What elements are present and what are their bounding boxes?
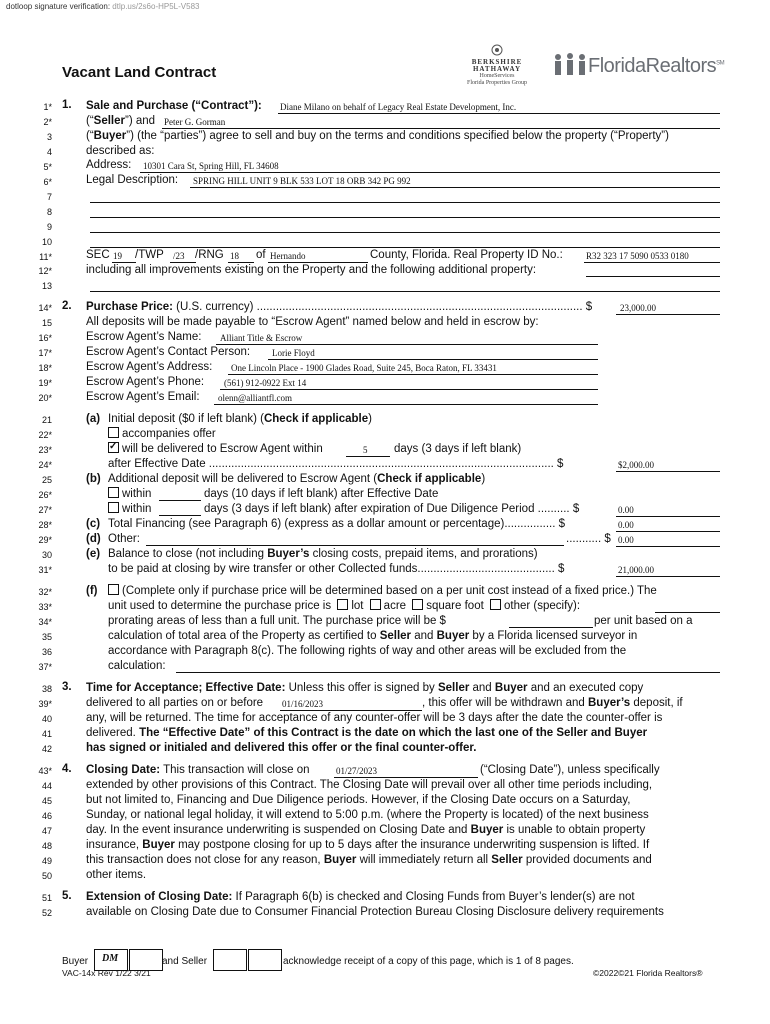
form-number: VAC-14x Rev 1/22 3/21	[62, 968, 151, 978]
after-effective-date: after Effective Date ............................................................................................................ $	[108, 458, 564, 470]
line-number: 26*	[38, 490, 52, 500]
line-number: 6*	[43, 177, 52, 187]
line-number: 27*	[38, 505, 52, 515]
twp-field[interactable]: /23	[173, 251, 185, 261]
item-label: (b)	[86, 473, 101, 485]
other-label: Other:	[108, 533, 140, 545]
line-number: 37*	[38, 662, 52, 672]
initial-deposit-line: Initial deposit ($0 if left blank) (Check if applicable)	[108, 413, 372, 425]
line-number: 34*	[38, 617, 52, 627]
item-label: (e)	[86, 548, 101, 560]
other-amount-field[interactable]: 0.00	[618, 535, 634, 545]
lot-checkbox[interactable]	[337, 599, 348, 610]
accompanies-offer-checkbox[interactable]	[108, 427, 119, 438]
escrow-phone-field[interactable]: (561) 912-0922 Ext 14	[224, 378, 307, 388]
escrow-name-field[interactable]: Alliant Title & Escrow	[220, 333, 303, 343]
purchase-price-line: Purchase Price: (U.S. currency) ...................................................................................................... $	[86, 301, 593, 313]
line-number: 7	[46, 192, 52, 202]
line-number: 39*	[38, 699, 52, 709]
line-number: 31*	[38, 565, 52, 575]
blank-line[interactable]	[655, 612, 720, 613]
accordance-line: accordance with Paragraph 8(c). The following rights of way and other areas will be excluded from the	[108, 645, 627, 657]
line-number: 46	[41, 811, 52, 821]
field-underline	[190, 187, 720, 188]
field-underline	[616, 471, 720, 472]
line-number: 42	[41, 744, 52, 754]
blank-line[interactable]	[159, 500, 201, 501]
field-underline	[268, 359, 598, 360]
additional-deposit-field[interactable]: 0.00	[618, 505, 634, 515]
section-number: 5.	[62, 890, 72, 902]
of-label: of	[256, 249, 266, 261]
effective-date-text: delivered. The “Effective Date” of this Contract is the date on which the last one of the Seller and Buyer	[86, 727, 648, 739]
parcel-id-field[interactable]: R32 323 17 5090 0533 0180	[586, 251, 689, 261]
blank-line[interactable]	[90, 232, 720, 233]
closing-date-line: Closing Date: This transaction will close on	[86, 764, 310, 776]
field-underline	[616, 576, 720, 577]
closing-text: but not limited to, Financing and Due Diligence periods. However, if the Closing Date occurs on a Saturday,	[86, 794, 631, 806]
line-number: 25	[41, 475, 52, 485]
field-underline	[616, 546, 720, 547]
closing-text: other items.	[86, 869, 147, 881]
days-text: days (3 days if left blank)	[394, 443, 522, 455]
line-number: 41	[41, 729, 52, 739]
field-underline	[584, 262, 720, 263]
line-number: 10	[41, 237, 52, 247]
line-number: 11*	[39, 252, 52, 262]
address-field[interactable]: 10301 Cara St, Spring Hill, FL 34608	[143, 161, 279, 171]
additional-property-text: including all improvements existing on the Property and the following additional property:	[86, 264, 537, 276]
escrow-name-label: Escrow Agent’s Name:	[86, 331, 202, 343]
item-label: (a)	[86, 413, 101, 425]
field-underline	[220, 389, 598, 390]
footer-seller-label: and Seller	[162, 956, 208, 967]
acceptance-line: Time for Acceptance; Effective Date: Unless this offer is signed by Seller and Buyer and an executed copy	[86, 682, 644, 694]
escrow-contact-field[interactable]: Lorie Floyd	[272, 348, 315, 358]
legal-description-label: Legal Description:	[86, 174, 179, 186]
parties-line: (“Buyer”) (the “parties”) agree to sell and buy on the terms and conditions specified below the property (“Property”)	[86, 130, 669, 142]
line-number: 19*	[38, 378, 52, 388]
line-number: 24*	[38, 460, 52, 470]
florida-realtors-logo: FloridaRealtors℠	[552, 52, 724, 78]
acceptance-date-field[interactable]: 01/16/2023	[282, 699, 324, 709]
prorating-line: prorating areas of less than a full unit. The purchase price will be $	[108, 615, 446, 627]
seller-initials-box-2[interactable]	[248, 949, 282, 971]
legal-description-field[interactable]: SPRING HILL UNIT 9 BLK 533 LOT 18 ORB 342 PG 992	[193, 176, 411, 186]
line-number: 9	[46, 222, 52, 232]
blank-line[interactable]	[146, 545, 564, 546]
per-unit-line[interactable]: (Complete only if purchase price will be determined based on a per unit cost instead of a fixed price.) The	[108, 584, 657, 598]
line-number: 51	[41, 893, 52, 903]
dotloop-verification: dotloop signature verification: dtlp.us/2s6o-HP5L-V583	[6, 2, 200, 11]
withdrawn-text: , this offer will be withdrawn and Buyer’s deposit, if	[422, 697, 683, 709]
line-number: 14*	[38, 303, 52, 313]
line-number: 32*	[38, 587, 52, 597]
buyer-name-field[interactable]: Peter G. Gorman	[164, 117, 226, 127]
escrow-address-field[interactable]: One Lincoln Place - 1900 Glades Road, Suite 245, Boca Raton, FL 33431	[231, 363, 497, 373]
additional-within-option[interactable]: within	[108, 487, 151, 501]
deliver-within-checkbox[interactable]	[108, 442, 119, 453]
per-unit-checkbox[interactable]	[108, 584, 119, 595]
line-number: 29*	[38, 535, 52, 545]
deposit-days-field[interactable]: 5	[363, 445, 368, 455]
deposits-text: All deposits will be made payable to “Escrow Agent” named below and held in escrow by:	[86, 316, 539, 328]
line-number: 4	[46, 147, 52, 157]
rng-label: /RNG	[195, 249, 224, 261]
line-number: 20*	[38, 393, 52, 403]
section-number: 4.	[62, 763, 72, 775]
line-number: 5*	[43, 162, 52, 172]
line-number: 48	[41, 841, 52, 851]
rng-field[interactable]: 18	[230, 251, 239, 261]
line-number: 52	[41, 908, 52, 918]
line-number: 17*	[38, 348, 52, 358]
accompanies-offer-option[interactable]: accompanies offer	[108, 427, 216, 441]
additional-within-dd-option[interactable]: within	[108, 502, 151, 516]
effective-date-text-2: has signed or initialed and delivered this offer or the final counter-offer.	[86, 742, 477, 754]
unit-line: unit used to determine the purchase price is lot acre square foot other (specify):	[108, 600, 581, 612]
field-underline	[228, 374, 598, 375]
other-unit-checkbox[interactable]	[490, 599, 501, 610]
blank-line[interactable]	[90, 217, 720, 218]
days-text: days (3 days if left blank) after expiration of Due Diligence Period .......... $	[204, 503, 580, 515]
escrow-phone-label: Escrow Agent’s Phone:	[86, 376, 205, 388]
square-foot-checkbox[interactable]	[412, 599, 423, 610]
escrow-contact-label: Escrow Agent’s Contact Person:	[86, 346, 251, 358]
line-number: 22*	[38, 430, 52, 440]
line-number: 18*	[38, 363, 52, 373]
line-number: 8	[46, 207, 52, 217]
seller-initials-box-1[interactable]	[213, 949, 247, 971]
line-number: 21	[41, 415, 52, 425]
line-number: 1*	[43, 102, 52, 112]
purchase-price-field[interactable]: 23,000.00	[620, 303, 656, 313]
berkshire-hathaway-logo: BERKSHIRE HATHAWAY HomeServices Florida Properties Group	[455, 44, 539, 87]
initial-deposit-field[interactable]: $2,000.00	[618, 460, 654, 470]
section-heading: Sale and Purchase (“Contract”):	[86, 100, 262, 112]
line-number: 40	[41, 714, 52, 724]
within-effective-checkbox[interactable]	[108, 487, 119, 498]
sec-field[interactable]: 19	[113, 251, 122, 261]
closing-text: extended by other provisions of this Contract. The Closing Date will prevail over all other time periods including,	[86, 779, 653, 791]
line-number: 45	[41, 796, 52, 806]
line-number: 33*	[38, 602, 52, 612]
closing-date-field[interactable]: 01/27/2023	[336, 766, 378, 776]
escrow-email-field[interactable]: olenn@alliantfl.com	[218, 393, 293, 403]
buyer-initials: DM	[102, 953, 119, 964]
line-number: 23*	[38, 445, 52, 455]
balance-field[interactable]: 21,000.00	[618, 565, 654, 575]
footer-ack: acknowledge receipt of a copy of this page, which is 1 of 8 pages.	[283, 956, 574, 967]
total-financing-line: Total Financing (see Paragraph 6) (express as a dollar amount or percentage)................ $	[108, 518, 566, 530]
balance-line-2: to be paid at closing by wire transfer or other Collected funds........................................... $	[108, 563, 565, 575]
blank-line[interactable]	[90, 291, 720, 292]
extension-line: Extension of Closing Date: If Paragraph 6(b) is checked and Closing Funds from Buyer’s lender(s) are not	[86, 891, 635, 903]
other-dots: ........... $	[566, 533, 611, 545]
blank-line[interactable]	[586, 276, 720, 277]
escrow-email-label: Escrow Agent’s Email:	[86, 391, 200, 403]
line-number: 2*	[43, 117, 52, 127]
twp-label: /TWP	[135, 249, 164, 261]
verification-link[interactable]: dtlp.us/2s6o-HP5L-V583	[112, 2, 200, 11]
section-number: 2.	[62, 300, 72, 312]
footer-buyer-label: Buyer	[62, 956, 89, 967]
county-field[interactable]: Hernando	[270, 251, 306, 261]
line-number: 44	[41, 781, 52, 791]
field-underline	[616, 531, 720, 532]
line-number: 43*	[38, 766, 52, 776]
field-underline	[140, 172, 720, 173]
described-as: described as:	[86, 145, 155, 157]
field-underline	[278, 113, 720, 114]
additional-deposit-line: Additional deposit will be delivered to Escrow Agent (Check if applicable)	[108, 473, 486, 485]
deliver-within-option[interactable]: ✓will be delivered to Escrow Agent within	[108, 442, 323, 456]
line-number: 15	[41, 318, 52, 328]
counter-offer-text: any, will be returned. The time for acceptance of any counter-offer will be 3 days after the date the counter-offer is	[86, 712, 663, 724]
calculation-line: calculation of total area of the Property as certified to Seller and Buyer by a Florida licensed surveyor in	[108, 630, 638, 642]
acre-checkbox[interactable]	[370, 599, 381, 610]
closing-date-text: (“Closing Date”), unless specifically	[480, 764, 660, 776]
item-label: (c)	[86, 518, 101, 530]
financing-field[interactable]: 0.00	[618, 520, 634, 530]
seller-name-field[interactable]: Diane Milano on behalf of Legacy Real Estate Development, Inc.	[280, 102, 517, 112]
closing-text: day. In the event insurance underwriting is suspended on Closing Date and Buyer is unable to obtain property	[86, 824, 646, 836]
balance-line: Balance to close (not including Buyer’s closing costs, prepaid items, and prorations)	[108, 548, 538, 560]
days-text: days (10 days if left blank) after Effective Date	[204, 488, 439, 500]
line-number: 28*	[38, 520, 52, 530]
sec-label: SEC	[86, 249, 110, 261]
page-title: Vacant Land Contract	[62, 64, 217, 81]
escrow-address-label: Escrow Agent’s Address:	[86, 361, 213, 373]
line-number: 49	[41, 856, 52, 866]
realtors-people-icon	[552, 52, 588, 76]
line-number: 30	[41, 550, 52, 560]
within-dd-checkbox[interactable]	[108, 502, 119, 513]
bh-seal-icon	[490, 44, 504, 56]
field-underline	[214, 404, 598, 405]
closing-text: Sunday, or national legal holiday, it will extend to 5:00 p.m. (where the Property is located) of the next business	[86, 809, 649, 821]
blank-line[interactable]	[159, 515, 201, 516]
calculation-label: calculation:	[108, 660, 166, 672]
field-underline	[216, 344, 598, 345]
closing-text: this transaction does not close for any reason, Buyer will immediately return all Seller provided documents and	[86, 854, 652, 866]
copyright: ©2022©21 Florida Realtors®	[593, 968, 703, 978]
line-number: 12*	[38, 266, 52, 276]
line-number: 36	[41, 647, 52, 657]
line-number: 16*	[38, 333, 52, 343]
section-number: 3.	[62, 681, 72, 693]
seller-line: (“Seller”) and	[86, 115, 156, 127]
line-number: 13	[41, 281, 52, 291]
closing-text: insurance, Buyer may postpone closing for up to 5 days after the insurance underwriting suspension is lifted. If	[86, 839, 650, 851]
line-number: 38	[41, 684, 52, 694]
line-number: 50	[41, 871, 52, 881]
item-label: (f)	[86, 585, 98, 597]
field-underline	[616, 314, 720, 315]
address-label: Address:	[86, 159, 132, 171]
deliver-by-text: delivered to all parties on or before	[86, 697, 264, 709]
line-number: 3	[46, 132, 52, 142]
section-number: 1.	[62, 99, 72, 111]
blank-line[interactable]	[176, 672, 720, 673]
line-number: 47	[41, 826, 52, 836]
county-text: County, Florida. Real Property ID No.:	[370, 249, 563, 261]
blank-line[interactable]	[509, 627, 593, 628]
extension-text: available on Closing Date due to Consumer Financial Protection Bureau Closing Disclosure delivery requirements	[86, 906, 664, 918]
line-number: 35	[41, 632, 52, 642]
blank-line[interactable]	[90, 202, 720, 203]
per-unit-text: per unit based on a	[594, 615, 693, 627]
field-underline	[616, 516, 720, 517]
item-label: (d)	[86, 533, 101, 545]
